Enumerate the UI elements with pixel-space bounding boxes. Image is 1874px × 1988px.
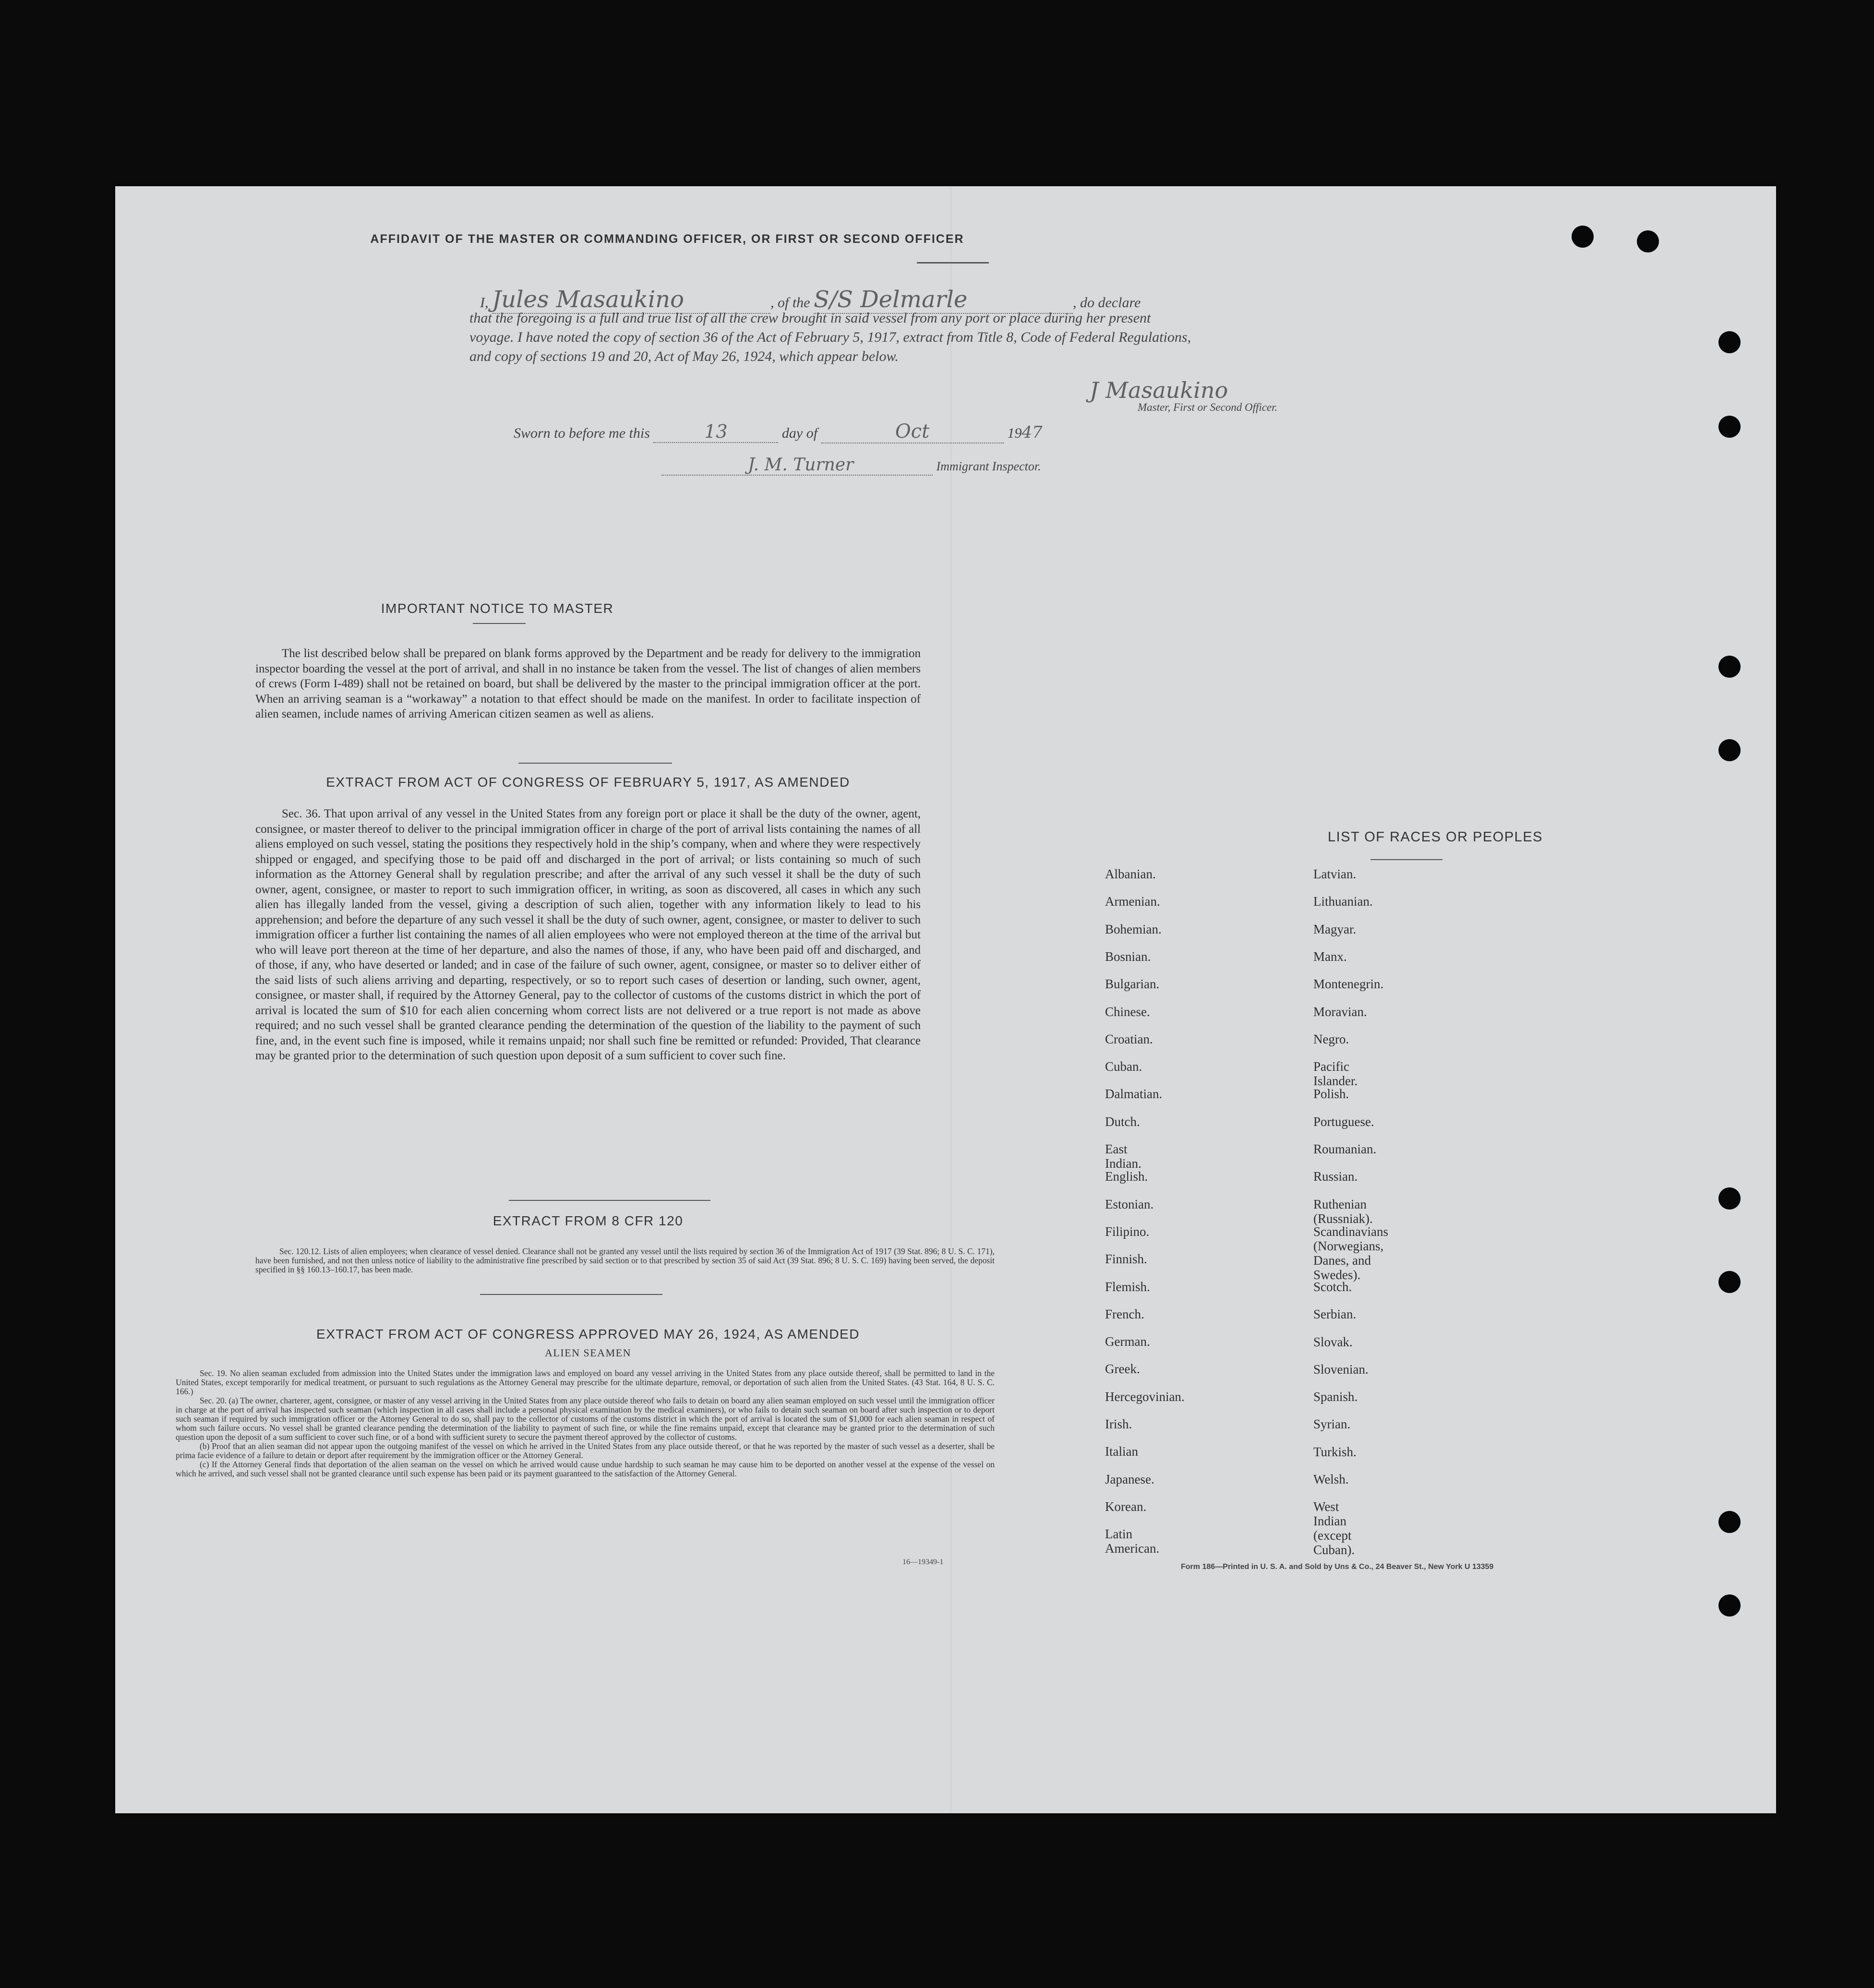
- punch-hole: [1718, 656, 1741, 678]
- divider: [1370, 859, 1442, 860]
- race-item: Portuguese.: [1313, 1114, 1374, 1129]
- divider: [917, 262, 989, 263]
- race-item: Montenegrin.: [1313, 977, 1384, 992]
- notice-body: [255, 646, 921, 722]
- punch-hole: [1718, 416, 1741, 438]
- form-number: 16—19349-1: [902, 1558, 944, 1566]
- race-item: Scotch.: [1313, 1279, 1352, 1294]
- race-item: English.: [1105, 1169, 1148, 1184]
- sec-20a-text: Sec. 20. (a) The owner, charterer, agent, consignee, or master of any vessel arriving in the United States from any place outside thereof who fails to detain on board any alien seaman employed on such vessel until the immigration officer in charge at the port of arrival has inspected such seaman (which inspection in all cases shall include a personal physical examination by the medical examiners), or who fails to detain such seaman on board after such inspection or to deport such seaman if required by such immigration officer or the Attorney General to do so, shall pay to the collector of customs of the customs district in which the port of arrival is located the sum of $1,000 for each alien seaman in respect of whom such failure occurs. No vessel shall be granted clearance pending the determination of the liability to payment of such fine, or while the fine remains unpaid, except that clearance may be granted prior to the determination of such question upon the deposit of a sum sufficient to cover such fine, or of a bond with sufficient surety to secure the payment thereof approved by the collector of customs.: [176, 1396, 995, 1442]
- race-item: Bulgarian.: [1105, 977, 1160, 992]
- race-item: Italian: [1105, 1444, 1138, 1459]
- race-item: Korean.: [1105, 1499, 1147, 1514]
- document-page: [115, 186, 1776, 1813]
- sworn-month: Oct: [895, 420, 930, 443]
- i-label: I,: [480, 295, 489, 311]
- extract-1917-title: EXTRACT FROM ACT OF CONGRESS OF FEBRUARY 5, 1917, AS AMENDED: [326, 775, 850, 790]
- inspector-label: Immigrant Inspector.: [936, 459, 1041, 473]
- inspector-line: [661, 455, 1189, 476]
- race-item: Moravian.: [1313, 1004, 1367, 1019]
- race-item: West Indian (except Cuban).: [1313, 1499, 1355, 1557]
- notice-text: The list described below shall be prepared on blank forms approved by the Department and be ready for delivery to the immigration inspector boarding the vessel at the port of arrival, and shall in no instance be taken from the vessel. The list of changes of alien members of crews (Form I-489) shall not be retained on board, but shall be delivered by the master to the principal immigration officer at the port. When an arriving seaman is a “workaway” a notation to that effect should be made on the manifest. In order to facilitate inspection of alien seamen, include names of arriving American citizen seamen as well as aliens.: [255, 647, 921, 720]
- master-name: Jules Masaukino: [492, 286, 684, 313]
- divider: [473, 623, 526, 624]
- cfr-title: EXTRACT FROM 8 CFR 120: [493, 1213, 684, 1228]
- sworn-month-field: [821, 420, 1004, 443]
- declare-label: , do declare: [1073, 295, 1141, 311]
- sworn-label: Sworn to before me this: [514, 425, 650, 441]
- punch-hole: [1718, 331, 1741, 353]
- race-item: Ruthenian (Russniak).: [1313, 1197, 1373, 1226]
- race-item: Flemish.: [1105, 1279, 1150, 1294]
- race-item: Armenian.: [1105, 894, 1160, 909]
- race-item: Russian.: [1313, 1169, 1358, 1184]
- punch-hole: [1718, 1187, 1741, 1210]
- divider: [509, 1200, 710, 1201]
- notice-title: IMPORTANT NOTICE TO MASTER: [381, 601, 614, 616]
- affidavit-line-3: voyage. I have noted the copy of section 36 of the Act of February 5, 1917, extract from Title 8, Code of Federal Regulations,: [469, 329, 1191, 345]
- punch-hole: [1718, 1271, 1741, 1293]
- race-item: Serbian.: [1313, 1307, 1357, 1322]
- race-item: Latvian.: [1313, 867, 1357, 881]
- race-item: French.: [1105, 1306, 1144, 1321]
- sec-20b-text: (b) Proof that an alien seaman did not appear upon the outgoing manifest of the vessel on which he arrived in the United States from any place outside thereof, or that he was reported by the master of such vessel as a deserter, shall be prima facie evidence of a failure to detain or deport after requirement by the immigration officer or the Attorney General.: [176, 1441, 995, 1460]
- race-item: Albanian.: [1105, 867, 1156, 881]
- punch-hole: [1572, 226, 1594, 248]
- race-item: Bohemian.: [1105, 922, 1162, 936]
- race-item: Cuban.: [1105, 1059, 1142, 1074]
- race-item: Greek.: [1105, 1362, 1140, 1377]
- year-suffix: 47: [1021, 423, 1043, 442]
- race-item: Hercegovinian.: [1105, 1389, 1185, 1404]
- race-item: Bosnian.: [1105, 949, 1151, 964]
- sworn-day-field: [653, 421, 778, 443]
- race-item: Negro.: [1313, 1031, 1349, 1046]
- form-footer: Form 186—Printed in U. S. A. and Sold by Uns & Co., 24 Beaver St., New York U 13359: [1181, 1563, 1494, 1571]
- race-item: Slovak.: [1313, 1334, 1353, 1349]
- extract-1917-body: [255, 806, 921, 1064]
- race-item: Irish.: [1105, 1417, 1132, 1431]
- race-item: Finnish.: [1105, 1252, 1147, 1267]
- race-item: Filipino.: [1105, 1224, 1150, 1239]
- race-item: East Indian.: [1105, 1142, 1141, 1171]
- race-item: Syrian.: [1313, 1417, 1351, 1432]
- cfr-body: [255, 1247, 995, 1274]
- divider: [480, 1294, 662, 1295]
- divider: [518, 763, 672, 764]
- punch-hole: [1718, 739, 1741, 761]
- race-item: Croatian.: [1105, 1031, 1153, 1046]
- race-item: Welsh.: [1313, 1472, 1349, 1486]
- race-item: Slovenian.: [1313, 1362, 1369, 1377]
- punch-hole: [1637, 230, 1659, 252]
- race-item: Lithuanian.: [1313, 894, 1373, 909]
- races-title: LIST OF RACES OR PEOPLES: [1327, 829, 1543, 845]
- punch-hole: [1718, 1594, 1741, 1617]
- race-item: Manx.: [1313, 949, 1347, 964]
- cfr-text: Sec. 120.12. Lists of alien employees; when clearance of vessel denied. Clearance shall not be granted any vessel until the lists required by section 36 of the Immigration Act of 1917 (39 Stat. 896; 8 U. S. C. 171), have been furnished, and not then unless notice of liability to the administrative fine prescribed by said section or to that prescribed by section 35 of said Act (39 Stat. 896; 8 U. S. C. 169) having been served, the deposit specified in §§ 160.13–160.17, has been made.: [255, 1246, 995, 1274]
- extract-1924-body: [176, 1369, 995, 1478]
- year-prefix: 19: [1007, 425, 1022, 441]
- of-the-label: , of the: [770, 295, 810, 311]
- inspector-signature: J. M. Turner: [748, 455, 854, 475]
- race-item: Dalmatian.: [1105, 1087, 1163, 1102]
- sec-36-text: Sec. 36. That upon arrival of any vessel in the United States from any foreign port or place it shall be the duty of the owner, agent, consignee, or master thereof to deliver to the principal immigration officer in charge of the port of arrival lists containing the names of all aliens employed on such vessel, stating the positions they respectively hold in the ship’s company, when and where they were respectively shipped or engaged, and specifying those to be paid off and discharged in the port of arrival; or lists containing so much of such information as the Attorney General shall by regulation prescribe; and after the arrival of any such vessel it shall be the duty of such owner, agent, consignee, or master to report to such immigration officer, in writing, as soon as discovered, all cases in which any such alien has illegally landed from the vessel, giving a description of such alien, together with any information likely to lead to his apprehension; and before the departure of any such vessel it shall be the duty of such owner, agent, consignee, or master to deliver to such immigration officer a further list containing the names of all alien employees who were not employed thereon at the time of the arrival but who will leave port thereon at the time of her departure, and also the names of those, if any, who have been paid off and discharged, and of those, if any, who have deserted or landed; and in case of the failure of such owner, agent, consignee, or master so to deliver either of the said lists of such aliens arriving and departing, respectively, or so to report such cases of desertion or landing, such owner, agent, consignee, or master shall, if required by the Attorney General, pay to the collector of customs of the customs district in which the port of arrival is located the sum of $10 for each alien concerning whom correct lists are not delivered or a true report is not made as above required; and no such vessel shall be granted clearance pending the determination of the question of the liability to the payment of such fine, and, in the event such fine is imposed, while it remains unpaid; nor shall such fine be remitted or refunded: Provided, That clearance may be granted prior to the determination of such question upon deposit of a sum sufficient to cover such fine.: [255, 807, 921, 1062]
- master-signature: J Masaukino: [1090, 377, 1228, 403]
- affidavit-line-2: that the foregoing is a full and true list of all the crew brought in said vessel from any port or place during her present: [469, 310, 1151, 326]
- punch-hole: [1718, 1511, 1741, 1533]
- affidavit-line-4: and copy of sections 19 and 20, Act of May 26, 1924, which appear below.: [469, 348, 899, 364]
- race-item: Pacific Islander.: [1313, 1059, 1358, 1089]
- vessel-name: S/S Delmarle: [814, 286, 968, 313]
- race-item: Estonian.: [1105, 1197, 1154, 1211]
- signature-role: Master, First or Second Officer.: [1138, 401, 1278, 413]
- race-item: Japanese.: [1105, 1472, 1154, 1486]
- race-item: Dutch.: [1105, 1114, 1140, 1129]
- race-item: Spanish.: [1313, 1389, 1358, 1404]
- race-item: Chinese.: [1105, 1004, 1150, 1019]
- race-item: German.: [1105, 1334, 1150, 1349]
- race-item: Latin American.: [1105, 1527, 1160, 1556]
- sworn-day: 13: [704, 421, 728, 442]
- race-item: Magyar.: [1313, 922, 1357, 936]
- race-item: Roumanian.: [1313, 1142, 1377, 1156]
- race-item: Polish.: [1313, 1087, 1349, 1102]
- inspector-signature-field: [661, 455, 933, 476]
- sec-19-text: Sec. 19. No alien seaman excluded from admission into the United States under the immigration laws and employed on board any vessel arriving in the United States from any place outside thereof, shall be permitted to land in the United States, except temporarily for medical treatment, or pursuant to such regulations as the Attorney General may prescribe for the ultimate departure, removal, or deportation of such alien from the United States. (43 Stat. 164, 8 U. S. C. 166.): [176, 1368, 995, 1396]
- race-item: Scandinavians (Norwegians, Danes, and Swedes).: [1313, 1224, 1388, 1282]
- day-of-label: day of: [781, 425, 818, 441]
- race-item: Turkish.: [1313, 1444, 1357, 1459]
- sworn-line: [514, 420, 1234, 443]
- extract-1924-subtitle: ALIEN SEAMEN: [545, 1347, 631, 1359]
- sec-20c-text: (c) If the Attorney General finds that deportation of the alien seaman on the vessel on which he arrived would cause undue hardship to such seaman he may cause him to be deported on another vessel at the expense of the vessel on which he arrived, and such vessel shall not be granted clearance until such expense has been paid or its payment guaranteed to the satisfaction of the Attorney General.: [176, 1460, 995, 1478]
- affidavit-title: AFFIDAVIT OF THE MASTER OR COMMANDING OFFICER, OR FIRST OR SECOND OFFICER: [370, 232, 964, 246]
- extract-1924-title: EXTRACT FROM ACT OF CONGRESS APPROVED MAY 26, 1924, AS AMENDED: [316, 1327, 860, 1341]
